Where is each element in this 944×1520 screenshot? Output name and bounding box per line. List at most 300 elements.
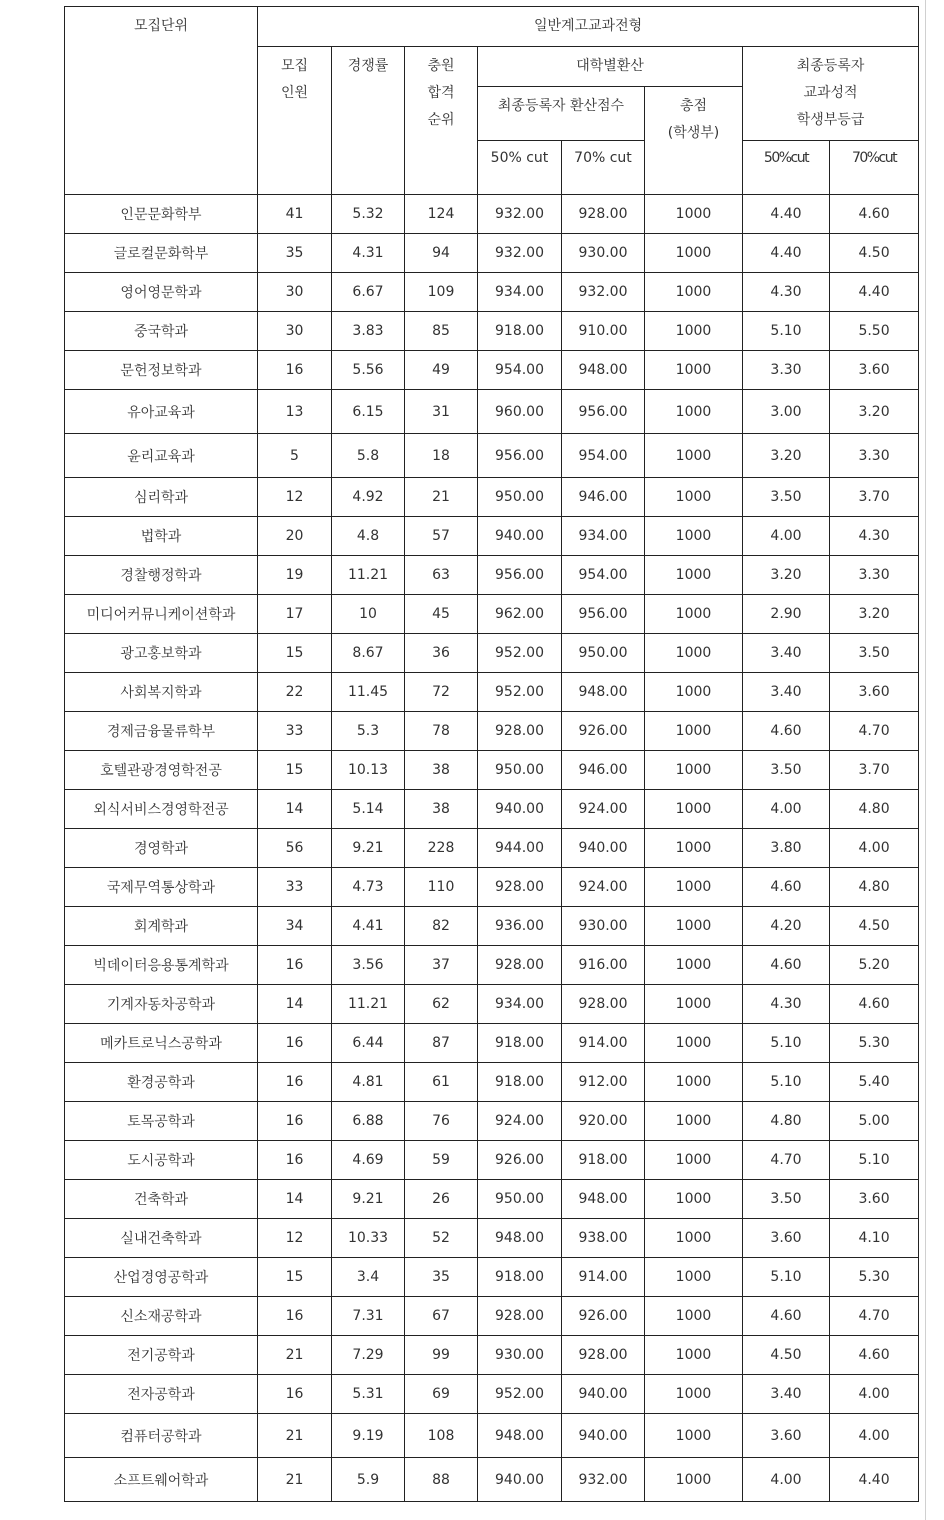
cell-unit: 윤리교육과 xyxy=(65,434,258,478)
cell-unit: 영어영문학과 xyxy=(65,273,258,312)
cell-quota: 16 xyxy=(258,1063,332,1102)
cell-rate: 5.56 xyxy=(332,351,405,390)
cell-grade-50: 4.00 xyxy=(743,790,830,829)
cell-grade-70: 5.30 xyxy=(830,1024,919,1063)
cell-rate: 5.14 xyxy=(332,790,405,829)
cell-grade-70: 4.30 xyxy=(830,517,919,556)
cell-score-70: 918.00 xyxy=(562,1141,645,1180)
cell-rate: 11.21 xyxy=(332,556,405,595)
cell-grade-50: 2.90 xyxy=(743,595,830,634)
cell-grade-70: 4.40 xyxy=(830,1458,919,1502)
cell-unit: 컴퓨터공학과 xyxy=(65,1414,258,1458)
cell-unit: 법학과 xyxy=(65,517,258,556)
cell-rate: 7.29 xyxy=(332,1336,405,1375)
cell-unit: 문헌정보학과 xyxy=(65,351,258,390)
table-row xyxy=(65,556,919,595)
cell-total: 1000 xyxy=(645,1297,743,1336)
cell-grade-70: 4.40 xyxy=(830,273,919,312)
cell-total: 1000 xyxy=(645,195,743,234)
cell-quota: 5 xyxy=(258,434,332,478)
cell-score-70: 914.00 xyxy=(562,1258,645,1297)
cell-grade-50: 3.50 xyxy=(743,1180,830,1219)
cell-rate: 8.67 xyxy=(332,634,405,673)
cell-quota: 41 xyxy=(258,195,332,234)
cell-unit: 전자공학과 xyxy=(65,1375,258,1414)
cell-score-70: 930.00 xyxy=(562,234,645,273)
cell-rank: 45 xyxy=(405,595,478,634)
cell-total: 1000 xyxy=(645,829,743,868)
cell-quota: 20 xyxy=(258,517,332,556)
cell-grade-50: 4.80 xyxy=(743,1102,830,1141)
cell-rank: 35 xyxy=(405,1258,478,1297)
cell-score-70: 938.00 xyxy=(562,1219,645,1258)
cell-rate: 4.8 xyxy=(332,517,405,556)
cell-unit: 경영학과 xyxy=(65,829,258,868)
cell-unit: 기계자동차공학과 xyxy=(65,985,258,1024)
table-row xyxy=(65,1180,919,1219)
cell-rate: 4.41 xyxy=(332,907,405,946)
cell-score-70: 956.00 xyxy=(562,390,645,434)
cell-grade-70: 4.70 xyxy=(830,712,919,751)
cell-rank: 110 xyxy=(405,868,478,907)
cell-rank: 26 xyxy=(405,1180,478,1219)
cell-grade-70: 3.20 xyxy=(830,390,919,434)
cell-grade-50: 4.30 xyxy=(743,273,830,312)
cell-rate: 7.31 xyxy=(332,1297,405,1336)
cell-quota: 16 xyxy=(258,1141,332,1180)
cell-grade-70: 3.70 xyxy=(830,478,919,517)
table-row xyxy=(65,1414,919,1458)
cell-score-70: 954.00 xyxy=(562,556,645,595)
cell-rank: 88 xyxy=(405,1458,478,1502)
cell-total: 1000 xyxy=(645,434,743,478)
cell-total: 1000 xyxy=(645,1102,743,1141)
header-grade-50: 50%cut xyxy=(743,141,830,195)
cell-rate: 10 xyxy=(332,595,405,634)
cell-score-50: 934.00 xyxy=(478,985,562,1024)
table-row xyxy=(65,1219,919,1258)
cell-total: 1000 xyxy=(645,595,743,634)
cell-grade-70: 4.60 xyxy=(830,195,919,234)
cell-unit: 사회복지학과 xyxy=(65,673,258,712)
cell-grade-50: 4.60 xyxy=(743,868,830,907)
cell-rate: 6.15 xyxy=(332,390,405,434)
cell-total: 1000 xyxy=(645,1336,743,1375)
cell-score-50: 918.00 xyxy=(478,1063,562,1102)
table-row xyxy=(65,351,919,390)
cell-rank: 99 xyxy=(405,1336,478,1375)
cell-quota: 30 xyxy=(258,273,332,312)
header-total: 총점 (학생부) xyxy=(645,87,743,195)
cell-score-50: 940.00 xyxy=(478,790,562,829)
cell-rank: 109 xyxy=(405,273,478,312)
cell-grade-70: 3.70 xyxy=(830,751,919,790)
cell-unit: 산업경영공학과 xyxy=(65,1258,258,1297)
cell-score-70: 930.00 xyxy=(562,907,645,946)
cell-total: 1000 xyxy=(645,1024,743,1063)
cell-grade-50: 5.10 xyxy=(743,1258,830,1297)
table-row xyxy=(65,829,919,868)
cell-rank: 72 xyxy=(405,673,478,712)
cell-grade-70: 3.30 xyxy=(830,434,919,478)
cell-rate: 5.31 xyxy=(332,1375,405,1414)
cell-rate: 6.67 xyxy=(332,273,405,312)
cell-grade-70: 4.50 xyxy=(830,234,919,273)
cell-score-70: 954.00 xyxy=(562,434,645,478)
cell-rank: 38 xyxy=(405,751,478,790)
cell-grade-70: 4.00 xyxy=(830,1414,919,1458)
cell-quota: 14 xyxy=(258,985,332,1024)
cell-score-50: 932.00 xyxy=(478,195,562,234)
cell-score-50: 948.00 xyxy=(478,1219,562,1258)
cell-unit: 경찰행정학과 xyxy=(65,556,258,595)
cell-grade-70: 3.50 xyxy=(830,634,919,673)
cell-total: 1000 xyxy=(645,1414,743,1458)
cell-rank: 18 xyxy=(405,434,478,478)
cell-score-70: 926.00 xyxy=(562,712,645,751)
cell-rank: 62 xyxy=(405,985,478,1024)
cell-score-50: 956.00 xyxy=(478,434,562,478)
table-row xyxy=(65,1258,919,1297)
cell-grade-50: 4.30 xyxy=(743,985,830,1024)
cell-score-70: 940.00 xyxy=(562,1414,645,1458)
table-row xyxy=(65,1102,919,1141)
cell-rate: 3.56 xyxy=(332,946,405,985)
cell-score-70: 956.00 xyxy=(562,595,645,634)
cell-unit: 유아교육과 xyxy=(65,390,258,434)
cell-grade-70: 4.00 xyxy=(830,829,919,868)
cell-total: 1000 xyxy=(645,985,743,1024)
cell-unit: 소프트웨어학과 xyxy=(65,1458,258,1502)
table-row xyxy=(65,868,919,907)
cell-score-50: 918.00 xyxy=(478,1024,562,1063)
cell-score-50: 954.00 xyxy=(478,351,562,390)
cell-total: 1000 xyxy=(645,312,743,351)
cell-grade-50: 4.60 xyxy=(743,712,830,751)
cell-score-50: 936.00 xyxy=(478,907,562,946)
cell-total: 1000 xyxy=(645,868,743,907)
cell-unit: 신소재공학과 xyxy=(65,1297,258,1336)
cell-score-50: 924.00 xyxy=(478,1102,562,1141)
cell-rate: 9.19 xyxy=(332,1414,405,1458)
cell-rank: 76 xyxy=(405,1102,478,1141)
cell-rank: 94 xyxy=(405,234,478,273)
cell-total: 1000 xyxy=(645,751,743,790)
cell-score-50: 952.00 xyxy=(478,634,562,673)
cell-score-50: 928.00 xyxy=(478,1297,562,1336)
cell-quota: 21 xyxy=(258,1414,332,1458)
cell-rate: 4.92 xyxy=(332,478,405,517)
cell-score-50: 944.00 xyxy=(478,829,562,868)
table-row xyxy=(65,907,919,946)
table-row xyxy=(65,1297,919,1336)
cell-unit: 미디어커뮤니케이션학과 xyxy=(65,595,258,634)
cell-unit: 중국학과 xyxy=(65,312,258,351)
cell-rate: 6.44 xyxy=(332,1024,405,1063)
cell-quota: 13 xyxy=(258,390,332,434)
cell-unit: 국제무역통상학과 xyxy=(65,868,258,907)
table-row xyxy=(65,195,919,234)
cell-rate: 6.88 xyxy=(332,1102,405,1141)
cell-rank: 37 xyxy=(405,946,478,985)
cell-score-70: 948.00 xyxy=(562,1180,645,1219)
table-row xyxy=(65,751,919,790)
cell-rate: 11.45 xyxy=(332,673,405,712)
cell-quota: 56 xyxy=(258,829,332,868)
cell-score-50: 940.00 xyxy=(478,517,562,556)
cell-score-70: 946.00 xyxy=(562,478,645,517)
table-row xyxy=(65,1141,919,1180)
cell-rank: 124 xyxy=(405,195,478,234)
table-row xyxy=(65,1336,919,1375)
cell-unit: 메카트로닉스공학과 xyxy=(65,1024,258,1063)
cell-grade-70: 5.10 xyxy=(830,1141,919,1180)
cell-rank: 78 xyxy=(405,712,478,751)
cell-total: 1000 xyxy=(645,1180,743,1219)
cell-rank: 69 xyxy=(405,1375,478,1414)
cell-quota: 12 xyxy=(258,478,332,517)
cell-grade-50: 3.50 xyxy=(743,751,830,790)
cell-score-70: 910.00 xyxy=(562,312,645,351)
cell-score-70: 928.00 xyxy=(562,1336,645,1375)
header-unit: 모집단위 xyxy=(65,7,258,195)
cell-grade-70: 3.60 xyxy=(830,351,919,390)
cell-grade-50: 4.60 xyxy=(743,946,830,985)
table-body xyxy=(65,195,919,1502)
cell-quota: 16 xyxy=(258,1024,332,1063)
cell-rate: 3.4 xyxy=(332,1258,405,1297)
cell-rate: 4.81 xyxy=(332,1063,405,1102)
cell-rank: 67 xyxy=(405,1297,478,1336)
cell-rate: 4.73 xyxy=(332,868,405,907)
table-row xyxy=(65,390,919,434)
cell-score-70: 940.00 xyxy=(562,829,645,868)
cell-rate: 5.32 xyxy=(332,195,405,234)
cell-score-50: 962.00 xyxy=(478,595,562,634)
cell-rank: 61 xyxy=(405,1063,478,1102)
cell-quota: 16 xyxy=(258,1102,332,1141)
cell-grade-70: 5.30 xyxy=(830,1258,919,1297)
cell-quota: 16 xyxy=(258,946,332,985)
header-quota: 모집 인원 xyxy=(258,47,332,195)
cell-grade-50: 3.80 xyxy=(743,829,830,868)
cell-unit: 회계학과 xyxy=(65,907,258,946)
cell-rate: 3.83 xyxy=(332,312,405,351)
header-grade: 최종등록자 교과성적 학생부등급 xyxy=(743,47,919,141)
table-row xyxy=(65,234,919,273)
cell-total: 1000 xyxy=(645,234,743,273)
table-row xyxy=(65,1458,919,1502)
cell-score-70: 926.00 xyxy=(562,1297,645,1336)
cell-rank: 38 xyxy=(405,790,478,829)
table-row xyxy=(65,1024,919,1063)
cell-score-70: 928.00 xyxy=(562,195,645,234)
cell-quota: 16 xyxy=(258,1375,332,1414)
table-row xyxy=(65,790,919,829)
cell-unit: 심리학과 xyxy=(65,478,258,517)
cell-grade-50: 3.20 xyxy=(743,556,830,595)
header-score-50: 50% cut xyxy=(478,141,562,195)
cell-unit: 환경공학과 xyxy=(65,1063,258,1102)
cell-grade-70: 3.60 xyxy=(830,673,919,712)
cell-total: 1000 xyxy=(645,907,743,946)
header-conv: 대학별환산 xyxy=(478,47,743,87)
cell-quota: 30 xyxy=(258,312,332,351)
cell-grade-50: 4.60 xyxy=(743,1297,830,1336)
cell-total: 1000 xyxy=(645,1258,743,1297)
table-row xyxy=(65,1063,919,1102)
cell-score-70: 914.00 xyxy=(562,1024,645,1063)
cell-score-50: 918.00 xyxy=(478,1258,562,1297)
header-rank: 충원 합격 순위 xyxy=(405,47,478,195)
cell-quota: 19 xyxy=(258,556,332,595)
cell-grade-70: 4.00 xyxy=(830,1375,919,1414)
cell-total: 1000 xyxy=(645,673,743,712)
cell-grade-50: 3.60 xyxy=(743,1219,830,1258)
cell-score-50: 952.00 xyxy=(478,673,562,712)
cell-score-70: 924.00 xyxy=(562,790,645,829)
cell-score-70: 920.00 xyxy=(562,1102,645,1141)
cell-rank: 63 xyxy=(405,556,478,595)
cell-total: 1000 xyxy=(645,351,743,390)
cell-quota: 21 xyxy=(258,1336,332,1375)
cell-quota: 33 xyxy=(258,868,332,907)
cell-quota: 15 xyxy=(258,1258,332,1297)
cell-unit: 글로컬문화학부 xyxy=(65,234,258,273)
cell-score-70: 948.00 xyxy=(562,673,645,712)
cell-quota: 17 xyxy=(258,595,332,634)
table-row xyxy=(65,634,919,673)
table-row xyxy=(65,1375,919,1414)
cell-quota: 33 xyxy=(258,712,332,751)
cell-rate: 5.8 xyxy=(332,434,405,478)
cell-rank: 49 xyxy=(405,351,478,390)
cell-unit: 전기공학과 xyxy=(65,1336,258,1375)
cell-rate: 5.9 xyxy=(332,1458,405,1502)
cell-score-70: 950.00 xyxy=(562,634,645,673)
cell-score-50: 952.00 xyxy=(478,1375,562,1414)
cell-rank: 31 xyxy=(405,390,478,434)
cell-rank: 87 xyxy=(405,1024,478,1063)
cell-score-50: 950.00 xyxy=(478,1180,562,1219)
cell-score-50: 930.00 xyxy=(478,1336,562,1375)
cell-total: 1000 xyxy=(645,517,743,556)
cell-rank: 108 xyxy=(405,1414,478,1458)
cell-unit: 토목공학과 xyxy=(65,1102,258,1141)
cell-total: 1000 xyxy=(645,634,743,673)
table-row xyxy=(65,712,919,751)
table-row xyxy=(65,434,919,478)
table-row xyxy=(65,595,919,634)
cell-quota: 12 xyxy=(258,1219,332,1258)
cell-total: 1000 xyxy=(645,1141,743,1180)
cell-rank: 21 xyxy=(405,478,478,517)
cell-total: 1000 xyxy=(645,790,743,829)
cell-score-70: 916.00 xyxy=(562,946,645,985)
cell-grade-70: 4.10 xyxy=(830,1219,919,1258)
header-type: 일반계고교과전형 xyxy=(258,7,919,47)
cell-grade-70: 3.60 xyxy=(830,1180,919,1219)
cell-score-50: 950.00 xyxy=(478,478,562,517)
cell-total: 1000 xyxy=(645,712,743,751)
cell-total: 1000 xyxy=(645,946,743,985)
cell-grade-70: 4.60 xyxy=(830,985,919,1024)
cell-unit: 인문문화학부 xyxy=(65,195,258,234)
cell-grade-50: 4.40 xyxy=(743,234,830,273)
cell-total: 1000 xyxy=(645,1219,743,1258)
cell-unit: 광고홍보학과 xyxy=(65,634,258,673)
cell-grade-50: 4.50 xyxy=(743,1336,830,1375)
cell-unit: 건축학과 xyxy=(65,1180,258,1219)
cell-rank: 228 xyxy=(405,829,478,868)
cell-grade-70: 4.50 xyxy=(830,907,919,946)
cell-total: 1000 xyxy=(645,1458,743,1502)
cell-score-50: 948.00 xyxy=(478,1414,562,1458)
cell-rank: 57 xyxy=(405,517,478,556)
cell-score-50: 926.00 xyxy=(478,1141,562,1180)
cell-quota: 21 xyxy=(258,1458,332,1502)
cell-rate: 10.13 xyxy=(332,751,405,790)
cell-grade-50: 3.00 xyxy=(743,390,830,434)
cell-grade-50: 5.10 xyxy=(743,312,830,351)
cell-grade-70: 3.30 xyxy=(830,556,919,595)
cell-grade-50: 3.60 xyxy=(743,1414,830,1458)
cell-total: 1000 xyxy=(645,1063,743,1102)
cell-score-50: 918.00 xyxy=(478,312,562,351)
cell-unit: 호텔관광경영학전공 xyxy=(65,751,258,790)
cell-quota: 16 xyxy=(258,1297,332,1336)
cell-grade-70: 3.20 xyxy=(830,595,919,634)
table-row xyxy=(65,673,919,712)
cell-score-70: 932.00 xyxy=(562,1458,645,1502)
cell-score-50: 928.00 xyxy=(478,868,562,907)
cell-grade-50: 3.40 xyxy=(743,1375,830,1414)
cell-quota: 14 xyxy=(258,790,332,829)
cell-rank: 59 xyxy=(405,1141,478,1180)
header-final-score: 최종등록자 환산점수 xyxy=(478,87,645,141)
cell-unit: 빅데이터응용통계학과 xyxy=(65,946,258,985)
cell-total: 1000 xyxy=(645,478,743,517)
cell-grade-70: 5.50 xyxy=(830,312,919,351)
cell-rank: 36 xyxy=(405,634,478,673)
cell-rate: 4.31 xyxy=(332,234,405,273)
cell-score-70: 912.00 xyxy=(562,1063,645,1102)
cell-grade-50: 5.10 xyxy=(743,1024,830,1063)
cell-unit: 실내건축학과 xyxy=(65,1219,258,1258)
table-row xyxy=(65,273,919,312)
cell-quota: 35 xyxy=(258,234,332,273)
table-row xyxy=(65,946,919,985)
cell-total: 1000 xyxy=(645,390,743,434)
cell-grade-70: 4.70 xyxy=(830,1297,919,1336)
cell-rank: 52 xyxy=(405,1219,478,1258)
cell-grade-50: 3.50 xyxy=(743,478,830,517)
cell-quota: 34 xyxy=(258,907,332,946)
cell-grade-50: 5.10 xyxy=(743,1063,830,1102)
cell-quota: 16 xyxy=(258,351,332,390)
cell-grade-50: 4.70 xyxy=(743,1141,830,1180)
header-rate: 경쟁률 xyxy=(332,47,405,195)
cell-grade-50: 4.00 xyxy=(743,1458,830,1502)
cell-rank: 82 xyxy=(405,907,478,946)
cell-score-50: 928.00 xyxy=(478,946,562,985)
cell-grade-50: 4.00 xyxy=(743,517,830,556)
cell-grade-70: 5.40 xyxy=(830,1063,919,1102)
cell-score-50: 928.00 xyxy=(478,712,562,751)
cell-rate: 4.69 xyxy=(332,1141,405,1180)
table-row xyxy=(65,312,919,351)
cell-unit: 외식서비스경영학전공 xyxy=(65,790,258,829)
